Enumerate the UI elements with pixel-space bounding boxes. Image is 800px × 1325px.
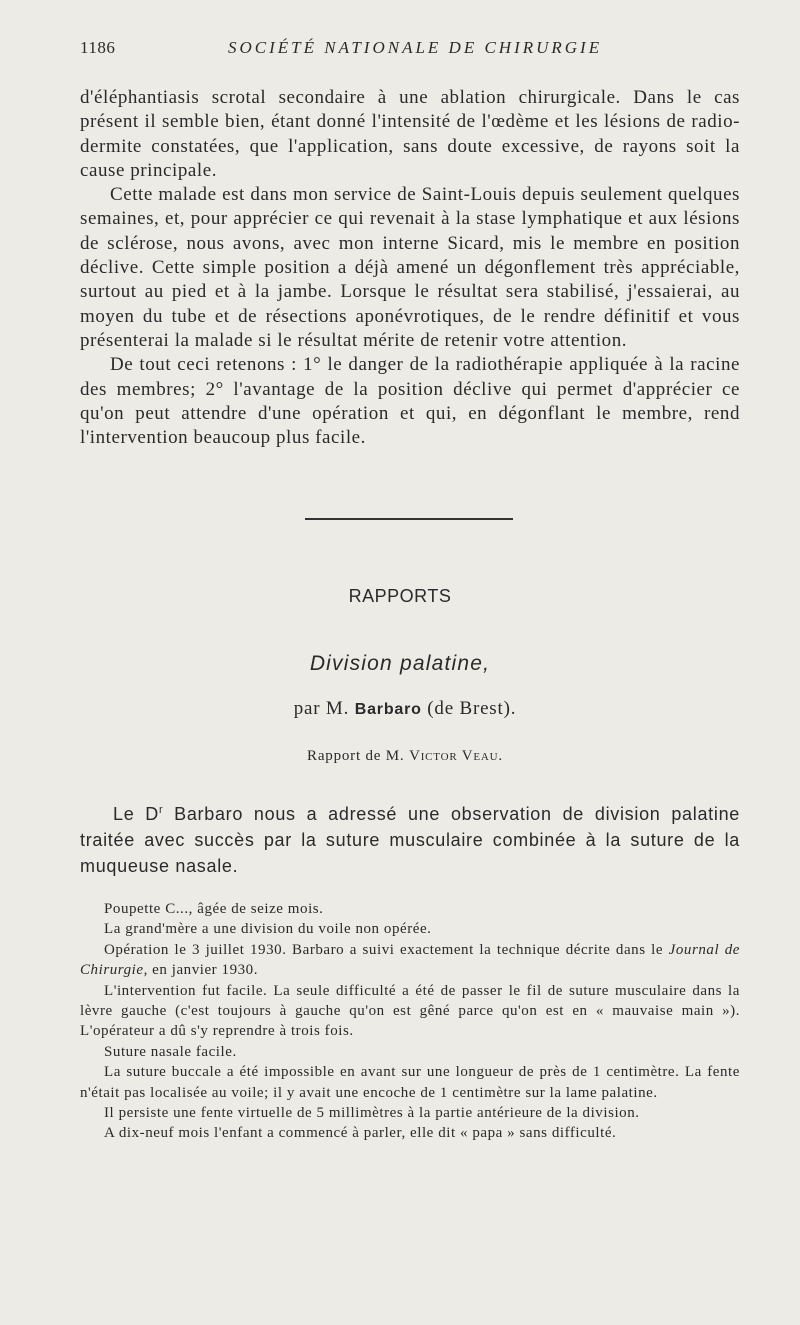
report-author: Victor Veau. <box>409 748 503 764</box>
section-heading: RAPPORTS <box>348 586 452 606</box>
case-line-operation <box>80 940 740 981</box>
article-title: Division palatine, <box>309 652 491 675</box>
intro-le: Le D <box>113 804 159 824</box>
case-line: Poupette C..., âgée de seize mois. <box>104 901 324 917</box>
paragraph: De tout ceci retenons : 1° le danger de la radiothérapie appliquée à la racine des membres; 2° l'avantage de la position déclive qui permet d'apprécier ce qu'on peut attendre d'une opération et qui, en dégonflant le membre, rend l'intervention beaucoup plus facile. <box>80 354 740 449</box>
byline <box>0 698 800 720</box>
intro-rest: Barbaro nous a adressé une observation de division palatine traitée avec succès par la suture musculaire combinée à la suture de la muqueuse nasale. <box>80 804 740 876</box>
page-number: 1186 <box>80 38 116 57</box>
running-header <box>80 38 740 64</box>
case-line: La grand'mère a une division du voile non opérée. <box>104 921 432 938</box>
report-attribution <box>0 748 800 765</box>
running-title: SOCIÉTÉ NATIONALE DE CHIRURGIE <box>228 38 603 57</box>
case-line: A dix-neuf mois l'enfant a commencé à parler, elle dit « papa » sans difficulté. <box>104 1125 617 1142</box>
author-name: Barbaro <box>354 701 422 718</box>
intro-paragraph <box>80 801 740 879</box>
case-report <box>80 899 740 1144</box>
continued-text <box>80 86 740 450</box>
paragraph: d'éléphantiasis scrotal secondaire à une ablation chirurgicale. Dans le cas présent il semble bien, étant donné l'intensité de l'œdème et les lésions de radio-dermite constatées, que l'application, sans doute excessive, de rayons soit la cause principale. <box>80 87 740 181</box>
author-place: (de Brest). <box>427 698 517 719</box>
paragraph: Cette malade est dans mon service de Saint-Louis depuis seulement quelques semaines, et, pour apprécier ce qui revenait à la stase lymphatique et aux lésions de sclérose, nous avons, avec mon interne Sicard, mis le membre en position déclive. Cette simple position a déjà amené un dégonflement très appréciable, surtout au pied et à la jambe. Lorsque le résultat sera stabilisé, j'essaierai, au moyen du tube et de résections aponévrotiques, de le rendre définitif et vous présenterai la malade si le résultat mérite de retenir votre attention. <box>80 184 740 351</box>
intro-sup: r <box>158 804 164 816</box>
journal-title: Journal de Chirurgie <box>80 941 740 979</box>
operation-after: , en janvier 1930. <box>143 962 259 979</box>
report-prefix: Rapport de M. <box>307 748 405 764</box>
case-line: La suture buccale a été impossible en avant sur une longueur de près de 1 centimètre. La fente n'était pas localisée au voile; il y avait une encoche de 1 centimètre sur la lame palatine. <box>80 1064 740 1101</box>
section-divider <box>305 518 513 520</box>
operation-before: Opération le 3 juillet 1930. Barbaro a suivi exactement la technique décrite dans le <box>104 941 669 958</box>
case-line: Il persiste une fente virtuelle de 5 millimètres à la partie antérieure de la division. <box>104 1105 640 1122</box>
case-line: L'intervention fut facile. La seule difficulté a été de passer le fil de suture musculaire dans la lèvre gauche (c'est toujours à gauche qu'on est gêné parce qu'on est en « mauvaise main »). L'opérateur a dû s'y reprendre à trois fois. <box>80 982 740 1040</box>
case-line: Suture nasale facile. <box>104 1043 237 1060</box>
byline-par: par M. <box>293 698 350 719</box>
